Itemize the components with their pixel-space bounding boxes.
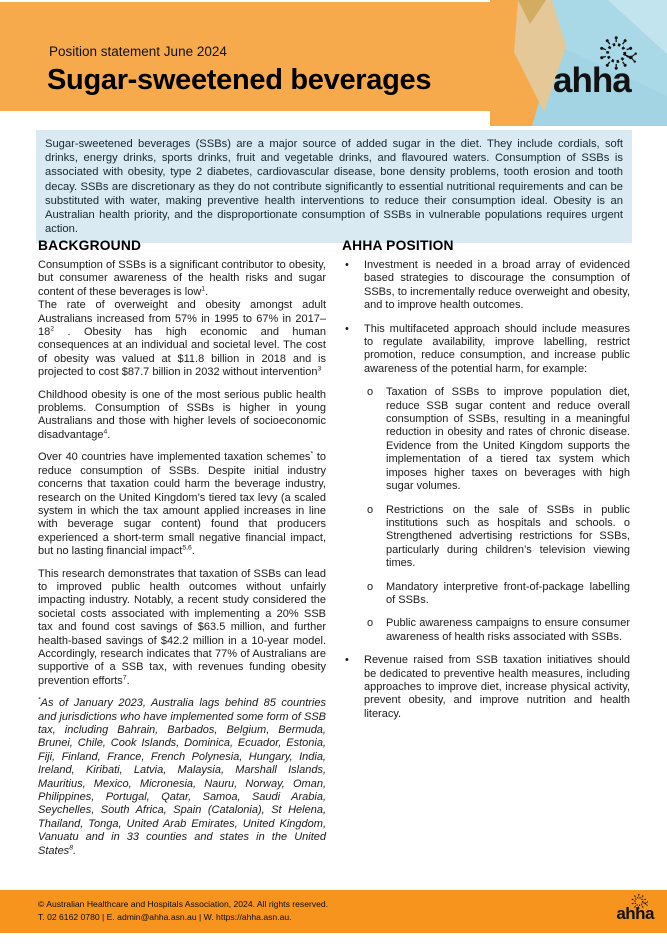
phone-label: T. 02 6162 0780: [38, 911, 100, 922]
contact-line: [38, 911, 328, 924]
ahha-logo: [553, 34, 643, 98]
background-paragraph: This research demonstrates that taxation of SSBs can lead to improved public health outcomes without unfairly impacting industry. Notably, a recent study considered the societal costs associated with implementing a 20% SSB tax and found cost savings of $63.5 million, and further health-based savings of $42.2 million in a 10-year model. Accordingly, research indicates that 77% of Australians are supportive of a SSB tax, with revenues funding obesity prevention efforts$^7$.: [38, 567, 326, 687]
position-list: [342, 259, 630, 721]
footer-text: [38, 898, 328, 923]
position-section: [342, 238, 630, 867]
background-paragraphs: [38, 259, 326, 858]
bullet-text: Public awareness campaigns to ensure consumer awareness of health risks associated with SSBs.: [386, 617, 630, 643]
bullet-text: Restrictions on the sale of SSBs in public institutions such as hospitals and schools. o Strengthened advertising restrictions for SSBs, particularly during children’s television viewing times.: [386, 503, 630, 570]
kicker: Position statement June 2024: [49, 44, 227, 59]
bullet-marker: •: [345, 322, 349, 335]
background-paragraph: *As of January 2023, Australia lags behind 85 countries and jurisdictions who have implemented some form of SSB tax, including Bahrain, Barbados, Belgium, Bermuda, Brunei, Chile, Cook Islands, Dominica, Ecuador, Estonia, Fiji, Finland, France, French Polynesia, Hungary, India, Ireland, Kiribati, Latvia, Malaysia, Marshall Islands, Mauritius, Mexico, Micronesia, Nauru, Norway, Oman, Philippines, Portugal, Qatar, Samoa, Saudi Arabia, Seychelles, South Africa, Spain (Catalonia), St Helena, Thailand, Tonga, United Arab Emirates, United Kingdom, Vanuatu and in 33 counties and states in the United States$^8$.: [38, 696, 326, 857]
bullet-marker: o: [367, 503, 374, 516]
background-heading: BACKGROUND: [38, 238, 142, 253]
position-bullet: [342, 323, 630, 377]
intro-highlight: [36, 130, 632, 243]
bullet-text: This multifaceted approach should include measures to regulate availability, improve labelling, restrict promotion, reduce consumption, and increase public awareness of the potential harm, for example:: [364, 322, 630, 375]
ahha-logo-footer: [616, 893, 654, 922]
bullet-text: Investment is needed in a broad array of evidenced based strategies to discourage the consumption of SSBs, to incrementally reduce overweight and obesity, and to improve health outcomes.: [364, 259, 630, 312]
bullet-text: Revenue raised from SSB taxation initiatives should be dedicated to preventive health measures, including approaches to improve diet, increase physical activity, prevent obesity, and improve nutrition and health literacy.: [364, 654, 630, 720]
position-sub-bullet: [364, 386, 630, 493]
website-link[interactable]: W. https://ahha.asn.au.: [203, 911, 292, 922]
bullet-marker: o: [367, 386, 374, 399]
bullet-text: Taxation of SSBs to improve population diet, reduce SSB sugar content and reduce overall consumption of SSBs, resulting in a meaningful reduction in obesity and rates of chronic disease. Evidence from the United Kingdom supports the implementation of a tiered tax system which imposes higher taxes on beverages with high sugar volumes.: [386, 386, 630, 493]
background-paragraph: Over 40 countries have implemented taxation schemes* to reduce consumption of SSBs. Despite initial industry concerns that taxation could harm the beverage industry, research on the United Kingdom’s tiered tax levy (a scaled system in which the tax amount applied increases in line with beverage sugar content) found that producers experienced a short-term small negative financial impact, but no lasting financial impact$^{5,6}$.: [38, 450, 326, 558]
position-sub-bullet: [364, 581, 630, 608]
bullet-marker: •: [345, 654, 349, 667]
logo-text: ahha: [553, 61, 631, 100]
separator: |: [102, 911, 105, 922]
logo-text: ahha: [616, 904, 654, 923]
position-heading: AHHA POSITION: [342, 238, 454, 253]
bullet-marker: o: [367, 580, 374, 593]
background-paragraph: Childhood obesity is one of the most serious public health problems. Consumption of SSBs is higher in young Australians and those with higher levels of socioeconomic disadvantage$^4$.: [38, 388, 326, 441]
content-columns: [38, 238, 630, 867]
bullet-marker: •: [345, 259, 349, 271]
bullet-marker: o: [367, 617, 374, 630]
email-link[interactable]: E. admin@ahha.asn.au: [106, 911, 197, 922]
background-section: [38, 238, 326, 867]
position-sub-bullet: [364, 617, 630, 644]
copyright-line: © Australian Healthcare and Hospitals Association, 2024. All rights reserved.: [38, 899, 329, 909]
bullet-text: Mandatory interpretive front-of-package labelling of SSBs.: [386, 580, 630, 606]
header-titles: [47, 44, 431, 97]
background-paragraph: The rate of overweight and obesity amongst adult Australians increased from 57% in 1995 to 67% in $2017-18^2$ . Obesity has high economic and human consequences at an individual and societal level. The cost of obesity was valued at $11.8 billion in 2018 and is projected to cost $87.7 billion in 2032 without intervention$^3$: [38, 299, 326, 379]
footer-band: [0, 890, 667, 933]
position-sub-bullet: [364, 504, 630, 571]
separator: |: [199, 911, 202, 922]
position-bullet: [342, 654, 630, 721]
position-bullet: [342, 259, 630, 313]
header-band: [0, 2, 667, 111]
intro-paragraph: Sugar-sweetened beverages (SSBs) are a major source of added sugar in the diet. They include cordials, soft drinks, energy drinks, sports drinks, fruit and vegetable drinks, and flavoured waters. Consumption of SSBs is associated with obesity, type 2 diabetes, cardiovascular disease, bone density problems, tooth erosion and tooth decay. SSBs are discretionary as they do not contribute significantly to essential nutritional requirements and can be substituted with water, making preventive health interventions to reduce their consumption ideal. Obesity is an Australian health priority, and the disproportionate consumption of SSBs in vulnerable populations requires urgent action.: [45, 138, 623, 236]
page-title: Sugar-sweetened beverages: [47, 64, 432, 96]
background-paragraph: Consumption of SSBs is a significant contributor to obesity, but consumer awareness of the health risks and sugar content of these beverages is low$^1$.: [38, 259, 326, 298]
